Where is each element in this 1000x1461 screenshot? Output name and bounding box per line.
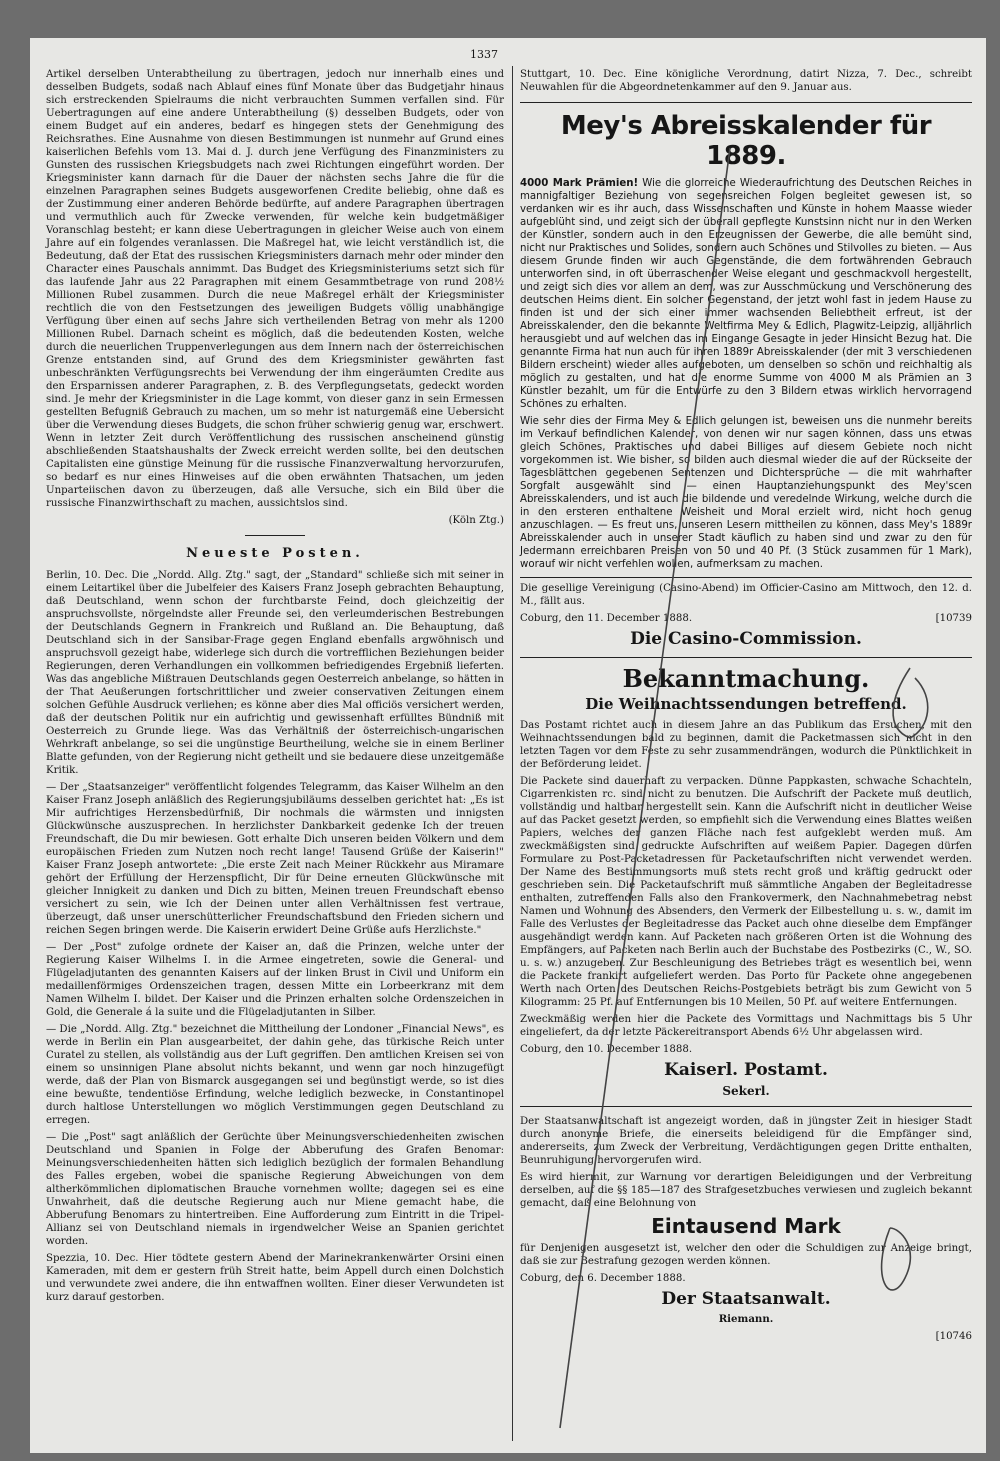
notice-date: Coburg, den 10. December 1888. xyxy=(520,1044,693,1055)
notice-title: Bekanntmachung. xyxy=(622,664,870,693)
prosecutor-signer: Riemann. xyxy=(718,1313,774,1325)
article-paragraph: — Der „Post" zufolge ordnete der Kaiser an, daß die Prinzen, welche unter der Regierung Kaiser Wilhelms I. in die Armee eingetreten, sowie die General- und Flügeladjutanten des genannten Kaisers auf der linken Brust in Civil und Uniform ein medaillenförmiges Ordenszeichen tragen, dessen Mitte ein Lorbeerkranz mit dem Namen Wilhelm I. bildet. Der Kaiser und die Prinzen erhalten solche Ordenszeichen in Gold, die Generale á la suite und die Flügeladjutanten in Silber. xyxy=(46,942,504,1018)
ad-title: Mey's Abreisskalender für 1889. xyxy=(560,111,932,171)
prosecutor-paragraph: Es wird hiermit, zur Warnung vor derartigen Beleidigungen und der Verbreitung derselben, auf die §§ 185—187 des Strafgesetzbuches verwiesen und zugleich bekannt gemacht, daß eine Belohnung von xyxy=(520,1172,972,1209)
intro-source: (Köln Ztg.) xyxy=(448,515,504,526)
prosecutor-signature: Der Staatsanwalt. xyxy=(661,1289,831,1309)
notice-paragraph: Die Packete sind dauerhaft zu verpacken. Dünne Pappkasten, schwache Schachteln, Cigarrenkisten rc. sind nicht zu benutzen. Die Aufschrift der Packete muß deutlich, vollständig und haltbar hergestellt sein. Kann die Aufschrift nicht in deutlicher Weise auf das Packet gesetzt werden, so empfiehlt sich die Verwendung eines Blattes weißen Papiers, welches der ganzen Fläche nach fest aufgeklebt werden muß. Am zweckmäßigsten sind gedruckte Aufschriften auf weißem Papier. Dagegen dürfen Formulare zu Post-Packetadressen für Packetaufschriften nicht verwendet werden. Der Name des Bestimmungsorts muß stets recht groß und kräftig gedruckt oder geschrieben sein. Die Packetaufschrift muß sämmtliche Angaben der Begleitadresse enthalten, zutreffenden Falls also den Frankovermerk, den Nachnahmebetrag nebst Namen und Wohnung des Absenders, den Vermerk der Eilbestellung u. s. w., damit im Falle des Verlustes der Begleitadresse das Packet auch ohne dieselbe dem Empfänger ausgehändigt werden kann. Auf Packeten nach größeren Orten ist die Wohnung des Empfängers, auf Packeten nach Berlin auch der Buchstabe des Postbezirks (C., W., SO. u. s. w.) anzugeben. Zur Beschleunigung des Betriebes trägt es wesentlich bei, wenn die Packete frankirt aufgeliefert werden. Das Porto für Packete ohne angegebenen Werth nach Orten des Deutschen Reichs-Postgebiets beträgt bis zum Gewicht von 5 Kilogramm: 25 Pf. auf Entfernungen bis 10 Meilen, 50 Pf. auf weitere Entfernungen. xyxy=(520,776,972,1008)
ad-lead: 4000 Mark Prämien! xyxy=(520,178,639,189)
article-paragraph: Berlin, 10. Dec. Die „Nordd. Allg. Ztg." sagt, der „Standard" schließe sich mit seiner in einem Leitartikel über die Jubelfeier des Kaisers Franz Joseph gebrachten Behauptung, daß Deutschland, wenn schon der furchtbarste Feind, doch gleichzeitig der anspruchsvollste, nörgelndste aller Freunde sei, den verleumderischen Bestrebungen der Deutschlands Gegnern in Frankreich und Rußland an. Die Behauptung, daß Deutschland sich in der Sansibar-Frage gegen England ebenfalls argwöhnisch und anspruchsvoll gezeigt habe, widerlege sich durch die vortrefflichen Beziehungen beider Regierungen, deren Verhandlungen ein vollkommen befriedigendes Ergebniß lieferten. Was das angebliche Mißtrauen Deutschlands gegen Oesterreich anbelange, so hätten in der That Aeußerungen fortschrittlicher und zweier conservativen Zeitungen einem solchen Gefühle Ausdruck verliehen; es könne aber dies Mal officiös versichert werden, daß der deutschen Politik nur ein aufrichtig und gewissenhaft erfülltes Bündniß mit Oesterreich zu Grunde liege. Was das Verhältniß der österreichisch-ungarischen Wehrkraft anbelange, so sei die ungünstige Beurtheilung, welche sie in einem Berliner Blatte gefunden, von der Regierung nicht getheilt und sie bedauere diese unzeitgemäße Kritik. xyxy=(46,570,504,776)
ad-text: Wie die glorreiche Wiederaufrichtung des Deutschen Reiches in mannigfaltiger Beziehung von segensreichen Folgen begleitet gewesen ist, so verdanken wir es ihr auch, dass Wissenschaften und Künste in hohem Maasse wieder aufgeblüht sind, und zeigt sich der überall gepflegte Kunstsinn nicht nur in den Werken der Künstler, sondern auch in den Erzeugnissen der Gewerbe, die alle bemüht sind, nicht nur Praktisches und Solides, sondern auch Schönes und Stilvolles zu bieten. — Aus diesem Grunde finden wir auch Gegenstände, die dem fortwährenden Gebrauch unterworfen sind, in oft überraschender Weise elegant und geschmackvoll hergestellt, und zeigt sich dies vor allem an dem, was zur Ausschmückung und Verschönerung des deutschen Heims dient. Ein solcher Gegenstand, der jetzt wohl fast in jedem Hause zu finden ist und der sich einer immer wachsenden Beliebtheit erfreut, ist der Abreisskalender, den die bekannte Weltfirma Mey & Edlich, Plagwitz-Leipzig, alljährlich herausgiebt und auf welchen das im Eingange Gesagte in jeder Hinsicht Bezug hat. Die genannte Firma hat nun auch für ihren 1889r Abreisskalender (der mit 3 verschiedenen Bildern erscheint) wieder alles aufgeboten, um denselben so schön und reichhaltig als möglich zu gestalten, und hat die enorme Summe von 4000 M als Prämien an 3 Künstler bezahlt, um für die Entwürfe zu den 3 Bildern etwas wirklich hervorragend Schönes zu erhalten. xyxy=(520,178,972,410)
prosecutor-paragraph: Der Staatsanwaltschaft ist angezeigt worden, daß in jüngster Zeit in hiesiger Stadt durch anonyme Briefe, die einerseits beleidigend für die Empfänger sind, andererseits, zum Zweck der Verbreitung, Verdächtigungen gegen Dritte enthalten, Beunruhigung hervorgerufen wird. xyxy=(520,1116,972,1166)
article-paragraph: — Die „Nordd. Allg. Ztg." bezeichnet die Mittheilung der Londoner „Financial News", es werde in Berlin ein Plan ausgearbeitet, der dahin gehe, das türkische Reich unter Curatel zu stellen, als vollständig aus der Luft gegriffen. Den amtlichen Kreisen sei von einem so unsinnigen Plane absolut nichts bekannt, und wenn gar noch hinzugefügt werde, daß der Plan von Bismarck ausgegangen sei und begünstigt werde, so ist dies eine bewußte, tendentiöse Erfindung, welche lediglich bezwecke, in Constantinopel durch haltlose Unterstellungen wo möglich Verstimmungen gegen Deutschland zu erregen. xyxy=(46,1024,504,1126)
article-paragraph: — Der „Staatsanzeiger" veröffentlicht folgendes Telegramm, das Kaiser Wilhelm an den Kaiser Franz Joseph anläßlich des Regierungsjubiläums desselben gerichtet hat: „Es ist Mir aufrichtiges Herzensbedürfniß, Dir nochmals die wärmsten und innigsten Glückwünsche auszusprechen. In herzlichster Dankbarkeit gedenke Ich der treuen Freundschaft, die Du mir bewiesen. Gott erhalte Dich unseren beiden Völkern und dem europäischen Frieden zum Nutzen noch recht lange! Tausend Grüße der Kaiserin!" Kaiser Franz Joseph antwortete: „Die erste Zeit nach Meiner Rückkehr aus Miramare gehört der Erfüllung der Herzenspflicht, Dir für Deine erneuten Glückwünsche mit gleicher Innigkeit zu danken und Dich zu bitten, Meinen treuen Freundschaft ebenso versichert zu sein, wie Ich der Deinen unter allen Verhältnissen fest vertraue, überzeugt, daß unser unerschütterlicher Freundschaftsbund den Frieden sichern und reichen Segen bringen werde. Die Kaiserin erwidert Deine Grüße aufs Herzlichste." xyxy=(46,782,504,936)
prosecutor-paragraph: für Denjenigen ausgesetzt ist, welcher den oder die Schuldigen zur Anzeige bringt, daß sie zur Bestrafung gezogen werden können. xyxy=(520,1243,972,1267)
notice-signature: Kaiserl. Postamt. xyxy=(664,1060,828,1080)
reward-amount: Eintausend Mark xyxy=(651,1214,841,1238)
pencil-strike-mark xyxy=(30,38,986,1453)
newspaper-page xyxy=(30,38,986,1453)
notice-paragraph: Das Postamt richtet auch in diesem Jahre an das Publikum das Ersuchen, mit den Weihnachtssendungen bald zu beginnen, damit die Packetmassen sich nicht in den letzten Tagen vor dem Feste zu sehr zusammendrängen, wodurch die Pünktlichkeit in der Beförderung leidet. xyxy=(520,720,972,770)
stuttgart-news: Stuttgart, 10. Dec. Eine königliche Verordnung, datirt Nizza, 7. Dec., schreibt Neuwahlen für die Abgeordnetenkammer auf den 9. Januar aus. xyxy=(520,69,972,93)
ad-text-continued: Wie sehr dies der Firma Mey & Edlich gelungen ist, beweisen uns die nunmehr bereits im Verkauf befindlichen Kalender, von denen wir nur sagen können, dass uns etwas gleich Schönes, Praktisches und dabei Billiges auf diesem Gebiete noch nicht vorgekommen ist. Wie bisher, so bilden auch diesmal wieder die auf der Rückseite der Tagesblättchen gegebenen Sentenzen und Dichtersprüche — die mit wahrhafter Sorgfalt ausgewählt sind — einen Hauptanziehungspunkt des Mey'scen Abreisskalenders, und ist auch die bildende und veredelnde Wirkung, welche durch die in den ersteren enthaltene Weisheit und Moral erzielt wird, nicht hoch genug anzuschlagen. — Es freut uns, unseren Lesern mittheilen zu können, dass Mey's 1889r Abreisskalender auch in unserer Stadt käuflich zu haben sind und zwar zu den für Jedermann erreichbaren Preisen von 50 und 40 Pf. (3 Stück zusammen für 1 Mark), worauf wir nicht verfehlen wollen, aufmerksam zu machen. xyxy=(520,416,972,570)
article-paragraph: — Die „Post" sagt anläßlich der Gerüchte über Meinungsverschiedenheiten zwischen Deutschland und Spanien in Folge der Abberufung des Grafen Benomar: Meinungsverschiedenheiten hätten sich lediglich bezüglich der formalen Behandlung des Falles ergeben, wobei die spanische Regierung Abweichungen von dem altherkömmlichen diplomatischen Brauche vornehmen wollte; dagegen sei es eine Unwahrheit, daß die deutsche Regierung auch nur Miene gemacht habe, die Abberufung Benomars zu hintertreiben. Eine Aufforderung zum Eintritt in die Tripel-Allianz sei von Deutschland niemals in irgendwelcher Weise an Spanien gerichtet worden. xyxy=(46,1132,504,1247)
casino-text: Die gesellige Vereinigung (Casino-Abend) im Officier-Casino am Mittwoch, den 12. d. M., fällt aus. xyxy=(520,583,972,607)
casino-date: Coburg, den 11. December 1888. xyxy=(520,613,693,624)
article-paragraph: Spezzia, 10. Dec. Hier tödtete gestern Abend der Marinekrankenwärter Orsini einen Kameraden, mit dem er gestern früh Streit hatte, beim Appell durch einen Dolchstich und verwundete zwei andere, die ihn entwaffnen wollten. Einer dieser Verwundeten ist kurz darauf gestorben. xyxy=(46,1253,504,1303)
prosecutor-date: Coburg, den 6. December 1888. xyxy=(520,1273,686,1284)
casino-signature: Die Casino-Commission. xyxy=(630,629,862,649)
section-heading: Neueste Posten. xyxy=(186,546,364,561)
notice-paragraph: Zweckmäßig werden hier die Packete des Vormittags und Nachmittags bis 5 Uhr eingeliefert, da der letzte Päckereitransport Abends 6½ Uhr abgelassen wird. xyxy=(520,1014,972,1038)
prosecutor-ref: [10746 xyxy=(935,1331,972,1342)
intro-paragraph: Artikel derselben Unterabtheilung zu übertragen, jedoch nur innerhalb eines und desselben Budgets, sodaß nach Ablauf eines fünf Monate über das Budgetjahr hinaus sich erstreckenden Spielraums die nicht verbrauchten Summen verfallen sind. Für Uebertragungen auf eine andere Unterabtheilung (§) desselben Budgets, oder von einem Budget auf ein anderes, bedarf es hingegen stets der Genehmigung des Reichsrathes. Eine Ausnahme von diesen Bestimmungen ist nunmehr auf Grund eines kaiserlichen Befehls vom 13. Mai d. J. durch jene Verfügung des Finanzministers zu Gunsten des russischen Kriegsbudgets nach zwei Richtungen eingeführt worden. Der Kriegsminister kann darnach für die Dauer der nächsten sechs Jahre die für die einzelnen Paragraphen seines Budgets ausgeworfenen Credite beliebig, ohne daß es der Zustimmung einer anderen Behörde bedürfte, auf andere Paragraphen übertragen und vermuthlich auch für Zwecke verwenden, für welche kein budgetmäßiger Voranschlag besteht; er kann diese Uebertragungen in gleicher Weise auch von einem Jahre auf ein folgendes veranlassen. Die Maßregel hat, wie leicht verständlich ist, die Bedeutung, daß der Etat des russischen Kriegsministers darnach mehr oder minder den Character eines Pauschals annimmt. Das Budget des Kriegsministeriums setzt sich für das laufende Jahr aus 22 Paragraphen mit einem Gesammtbetrage von rund 208½ Millionen Rubel zusammen. Durch die neue Maßregel erhält der Kriegsminister rechtlich die von den Festsetzungen des jeweiligen Budgets völlig unabhängige Verfügung über einen auf sechs Jahre sich vertheilenden Betrag von mehr als 1200 Millionen Rubel. Darnach scheint es möglich, daß die bedeutenden Kosten, welche durch die neuerlichen Truppenverlegungen aus dem Innern nach der österreichischen Grenze entstanden sind, auf Grund des dem Kriegsminister gewährten fast unbeschränkten Verfügungsrechts bei Verwendung der ihm eingeräumten Credite aus den Ersparnissen anderer Paragraphen, z. B. des Verpflegungsetats, gedeckt worden sind. Je mehr der Kriegsminister in die Lage kommt, von dieser ganz in sein Ermessen gestellten Befugniß Gebrauch zu machen, um so mehr ist naturgemäß eine Uebersicht über die Verwendung dieses Budgets, die schon früher schwierig genug war, erschwert. Wenn in letzter Zeit durch Veröffentlichung des russischen anscheinend günstig abschließenden Staatshaushalts der Zweck erreicht werden sollte, bei den deutschen Capitalisten eine günstige Meinung für die russische Finanzverwaltung hervorzurufen, so bedarf es nur eines Hinweises auf die oben erwähnten Thatsachen, um jeden Unparteiischen davon zu überzeugen, daß alle Versuche, sich ein Bild über die russische Finanzwirthschaft zu machen, aussichtslos sind. xyxy=(46,69,504,509)
casino-ref: [10739 xyxy=(935,613,972,624)
notice-subtitle: Die Weihnachtssendungen betreffend. xyxy=(585,695,907,713)
page-number: 1337 xyxy=(470,48,498,61)
notice-signer: Sekerl. xyxy=(722,1084,770,1098)
